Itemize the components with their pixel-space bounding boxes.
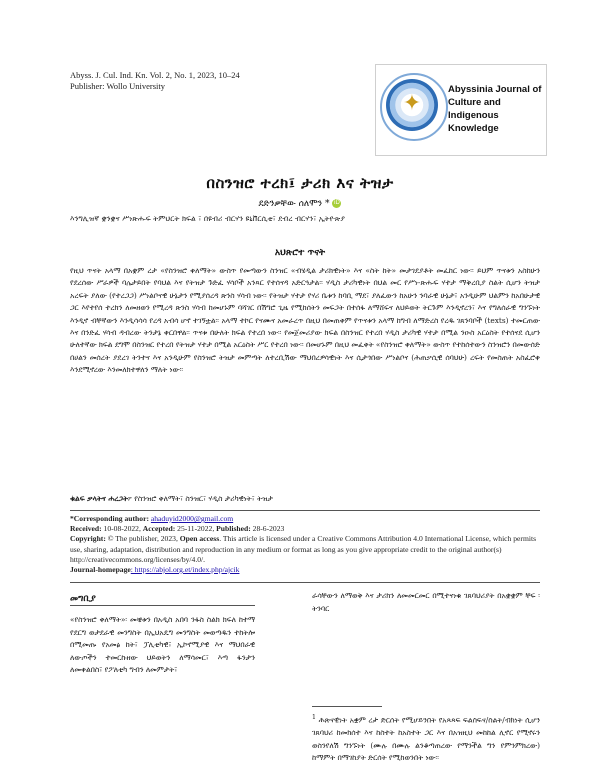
intro-right-column: ራሳቸውን ለማወቅ እና ታሪክን ለመመርመር በሚተናነቁ ገጸባህሪያት በአቋቋም ቸፍ ፡ ትንባር [312,591,540,613]
copyright-label: Copyright: [70,534,106,544]
footnote-text: ሕጽናዊነት አቋም ረታ ድርሰት የሚሆይንበት የአጻጻፍ ፍልስፍና/ስልት/ብክነት ሲሆን ገጸባህሪ ከመክሰተ እና ከስተት ከአስተት ጋር እና በአዝዚህ መከከል ሊኖር የሚኖሩን ወስንየለሽ ግንኙነት (ሙሉ በሙሉ ልንቆጣጠረው የማንችል ግን የምንምክረው) ከማምት በማገከያት ድርሰት የሚከወንበት ነው፡፡ [312,715,540,763]
journal-name-line1: Abyssinia Journal of [448,84,542,95]
info-bottom-rule [70,582,540,583]
article-title: በስንዝሮ ተረክ፤ ታሪክ እና ትዝታ [206,174,394,192]
author-affiliation: እንግሊዝኛ ቋንቋና ሥነጽሑፍ ትምህርት ክፍል ፣ በዩብሪ ብርሃን ዩኒቨርሲቲ፣ ደብረ ብርሃን፣ ኢትዮጵያ [70,214,345,223]
journal-homepage-link[interactable]: : https://abjol.org.et/index.php/ajcik [130,565,240,575]
introduction-heading: መግቢያ [70,594,255,606]
journal-citation: Abyss. J. Cul. Ind. Kn. Vol. 2, No. 1, 2023, 10–24 [70,70,240,80]
intro-left-column: «የስንዝሮ ቀለማት»፡ መቼቱን በአዲስ አበባ ንፋስ ስልክ ክፍለ ከተማ የደርግ ወታደራዊ መንግስት በኢህአዴግ መንግስት መወጣዱን ተከትሎ በሚመጡ የአመፅ ከት፣ ፓሊቲካዊ፣ ኢኮኖሚያዊ እና ማህበራዊ ለውጦችን ተመርኩዘው ህይወትን ለማሳመር፣ እጣ ፋንታን ለመቀልበስ፣ የፖለቲካ ግብን ለመምታት፣ [70,615,255,675]
dates-line [70,524,540,534]
keywords-list: የስንዝሮ ቀለማት፣ ስንዝር፣ ሃዲስ ታሪካዊነት፣ ትዝታ [134,494,273,503]
open-access-label: Open access [179,534,220,544]
journal-name-line3: Knowledge [448,123,499,134]
abstract-heading: አህጽሮተ ጥናት [274,248,326,258]
published-date: 28-6-2023 [252,524,285,534]
info-top-rule [70,510,540,511]
published-label: Published: [216,524,251,534]
journal-name-line2: Culture and Indigenous [448,97,501,121]
received-label: Received: [70,524,102,534]
abstract-body: የዚህ ጥናት አላማ በአቋም ረታ «የስንዝሮ ቀለማት» ውስጥ የመጣውን ስንዝር «ብሄዲል ታሪክዊነት» እና «ስት ከት» መታገደያቶት መፈከር ነው፡፡ ይህም ጥናቱን አስከሁን የደረሰው ሥራዎች ባሌታይበት የባህል እና የትዝታ ጉድፈ ሃሳቦች አንጻር የተሰናዳ አድርጓታል፡፡ ሃዲስ ታሪካዊነት በህል መር የሥነ-ጽሑፍ ሃተታ ማቅረቢያ ስልት ሲሆን ትዝታ አረፍት ያለው (የተረጋጋ) ሥነልቦናዊ ሁኔታን የሚያሰረዳ ጽንስ ሃሳብ ነው፡፡ የትዝታ ሃተታ የሃሪ ቤቱን ከባቢ ማደ፣ ያለፈውን ከአሁን ንባራዊ ሁኔታ፣ አንዲሁም ህልምን ከአበሁታዊ ጋር እየተየሰ ተረክን ለመዘወን የሚረዳ ጽንስ ሃሳብ ከመሆኑም ባሻገር በሽግሮ ጊዜ የሚከሰትን መፍጋት በተሰፋ ለማሸፍና ለህይወት ትርጉም እንዲኖረን፣ እና የግለሰራዊ ግንኙነት እንዲኖ ብቸኛውን እንዲሳሳሳ የረዳ አብሳ ሆኖ ተገኝቷል፡፡ አላማ ተኮር የናሙና አመራረጥ በዚህ በመጠቀም የጥናቱን አላማ ከግብ ለማድረስ የረዱ ገጸንባቦች (texts) ተመርጠው እና በንድፈ ሃሳብ ዳብረው ትንታኔ ቀርበዋል፡፡ ጥናቱ በሁለት ክፍል የተረበ ነው፡፡ የመጀመሪያው ክፍል በስንዝር የተረበ ሃዲስ ታሪካዊ ሃተታ በሚል ንዑስ አርዕስት የተሰናደ ሲሆን ሁለተኛው ክፍል ደግሞ በስንዝር የተረበ የትዝታ ሃተታ በሚል አርዕስት ሥር የተረበ ነው፡፡ በመሆኑም በዚህ መፈቀት «የስንዝሮ ቀለማት» ውስጥ የተከሰተውን ስንዝሮን በመውሰድ በሀልን መሰረት ያደረገ ትንተና እና አንዲሁም የስንዝሮ ትዝታ መምጣት ለተረቢሽው ማህበረዎሳዊነት እና ሲታጎበው ሥነልቦና (ሕጠቃሲዊ ሰባህሁ) ረፍት የመስጠት አስፈሮቀ እንደሚኖረው እንመለክተዋለን ማለት ነው፡፡ [70,266,540,375]
keywords-label: ቁልፍ ቃላትና ሐረጋት፦ [70,494,132,503]
emblem-star-icon: ✦ [402,91,422,116]
author-line [0,199,600,209]
accepted-date: 25-11-2022, [177,524,215,534]
received-date: 10-08-2022, [103,524,141,534]
corresponding-label: *Corresponding author: [70,514,149,523]
journal-logo-block [375,64,547,156]
copyright-text: © The publisher, 2023, [107,534,178,544]
journal-name [448,83,543,135]
publisher-line: Publisher: Wollo University [70,81,166,91]
footnote [312,712,540,765]
copyright-block [70,534,540,565]
corresponding-line [70,514,540,524]
footnote-mark: 1 [312,714,316,721]
corresponding-email-link[interactable]: ahaduyid2000@gmail.com [150,514,234,523]
accepted-label: Accepted: [142,524,176,534]
license-text: . This article is licensed under a Creative Commons Attribution 4.0 International License, which permits use, sharing, adaptation, distribution and reproduction in any medium or format as long as you give appropriate credit to the original author(s) http://creativecommons.org/licenses/by/4.0/. [70,534,537,564]
homepage-label: Journal-homepage [70,565,131,575]
article-info [70,514,540,575]
homepage-line [70,565,540,575]
orcid-icon[interactable]: iD [334,200,340,206]
footnote-rule [312,706,382,707]
author-name: ደድንቃቸው ሰለሞን * [258,199,330,209]
keywords [70,494,540,504]
